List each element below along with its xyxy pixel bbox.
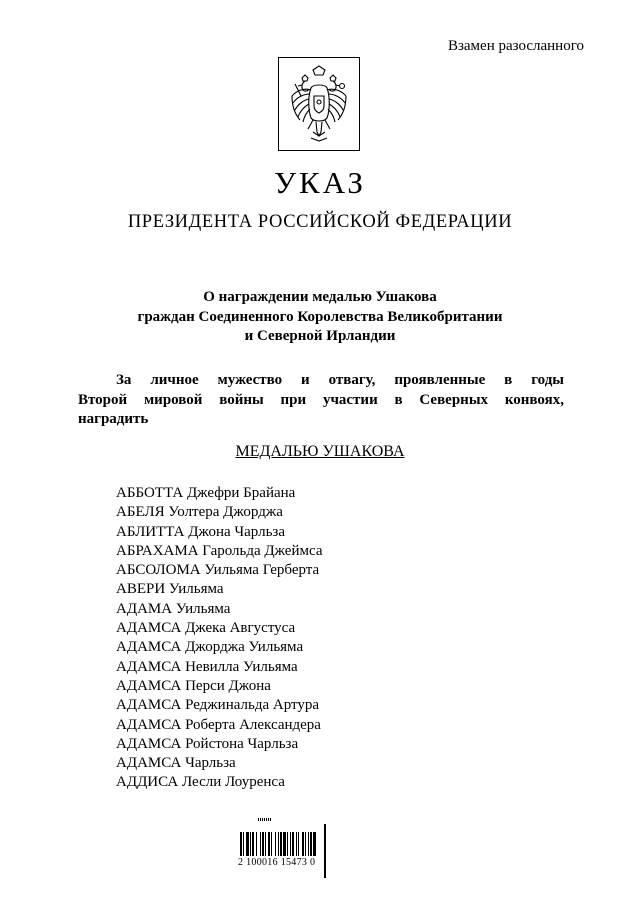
- barcode-bar: [308, 832, 309, 856]
- barcode-side-bar: [324, 824, 326, 878]
- barcode-bar: [271, 832, 272, 856]
- preamble-line: наградить: [78, 411, 149, 427]
- distribution-note: Взамен разосланного: [447, 38, 584, 54]
- recipient-name: АДАМСА Джека Августуса: [116, 620, 296, 637]
- recipient-name: АБЛИТТА Джона Чарльза: [116, 523, 286, 540]
- recipient-name: АДАМСА Чарльза: [116, 755, 236, 772]
- double-headed-eagle-icon: [287, 64, 351, 144]
- medal-name: МЕДАЛЬЮ УШАКОВА: [235, 443, 405, 460]
- barcode: [240, 820, 340, 880]
- recipient-name: АБРАХАМА Гарольда Джеймса: [116, 542, 323, 559]
- recipient-name: АББОТТА Джефри Брайана: [116, 485, 296, 501]
- coat-of-arms-emblem: [278, 57, 360, 151]
- barcode-bar: [278, 832, 279, 856]
- issuer-subtitle: ПРЕЗИДЕНТА РОССИЙСКОЙ ФЕДЕРАЦИИ: [127, 212, 513, 232]
- barcode-bar: [252, 832, 254, 856]
- heading-line: и Северной Ирландии: [244, 328, 396, 344]
- barcode-bar: [250, 832, 251, 856]
- recipient-name: АДАМА Уильяма: [116, 600, 231, 617]
- recipient-name: АДДИСА Лесли Лоуренса: [116, 774, 285, 791]
- barcode-bar: [240, 832, 242, 856]
- barcode-bar: [280, 832, 282, 856]
- recipient-name: АДАМСА Перси Джона: [116, 677, 271, 694]
- barcode-bar: [296, 832, 297, 856]
- preamble-line: За личное мужество и отвагу, проявленные в годы: [116, 372, 564, 388]
- decree-preamble: [78, 371, 564, 430]
- recipient-name: АДАМСА Джорджа Уильяма: [116, 639, 304, 656]
- barcode-bar: [298, 832, 299, 856]
- barcode-bar: [262, 832, 264, 856]
- barcode-bar: [305, 832, 306, 856]
- recipient-name: АБЕЛЯ Уолтера Джорджа: [116, 504, 283, 521]
- barcode-bar: [290, 832, 291, 856]
- barcode-bar: [243, 832, 244, 856]
- barcode-bar: [256, 832, 257, 856]
- heading-line: граждан Соединенного Королевства Великобритании: [137, 308, 503, 325]
- barcode-bar: [292, 832, 294, 856]
- barcode-bar: [283, 832, 286, 856]
- preamble-line: Второй мировой войны при участии в Северных конвоях,: [78, 391, 564, 408]
- barcode-bar: [246, 832, 249, 856]
- barcode-bar: [275, 832, 276, 856]
- recipient-name: АДАМСА Роберта Александера: [116, 716, 321, 733]
- decree-heading: [0, 288, 640, 347]
- barcode-bar: [302, 832, 304, 856]
- heading-line: О награждении медалью Ушакова: [203, 289, 437, 305]
- barcode-bar: [313, 832, 316, 856]
- barcode-bar: [287, 832, 288, 856]
- recipient-name: АДАМСА Реджинальда Артура: [116, 697, 320, 714]
- recipient-name: АБСОЛОМА Уильяма Герберта: [116, 562, 320, 579]
- barcode-bar: [310, 832, 312, 856]
- recipients-list: [116, 484, 322, 793]
- barcode-bar: [260, 832, 261, 856]
- page-title: УКАЗ: [274, 165, 366, 200]
- recipient-name: АДАМСА Невилла Уильяма: [116, 658, 298, 675]
- recipient-name: АВЕРИ Уильяма: [116, 581, 224, 598]
- recipient-name: АДАМСА Ройстона Чарльза: [116, 735, 299, 752]
- barcode-number: 2 100016 15473 0: [238, 857, 316, 868]
- barcode-bar: [268, 832, 270, 856]
- barcode-bar: [265, 832, 266, 856]
